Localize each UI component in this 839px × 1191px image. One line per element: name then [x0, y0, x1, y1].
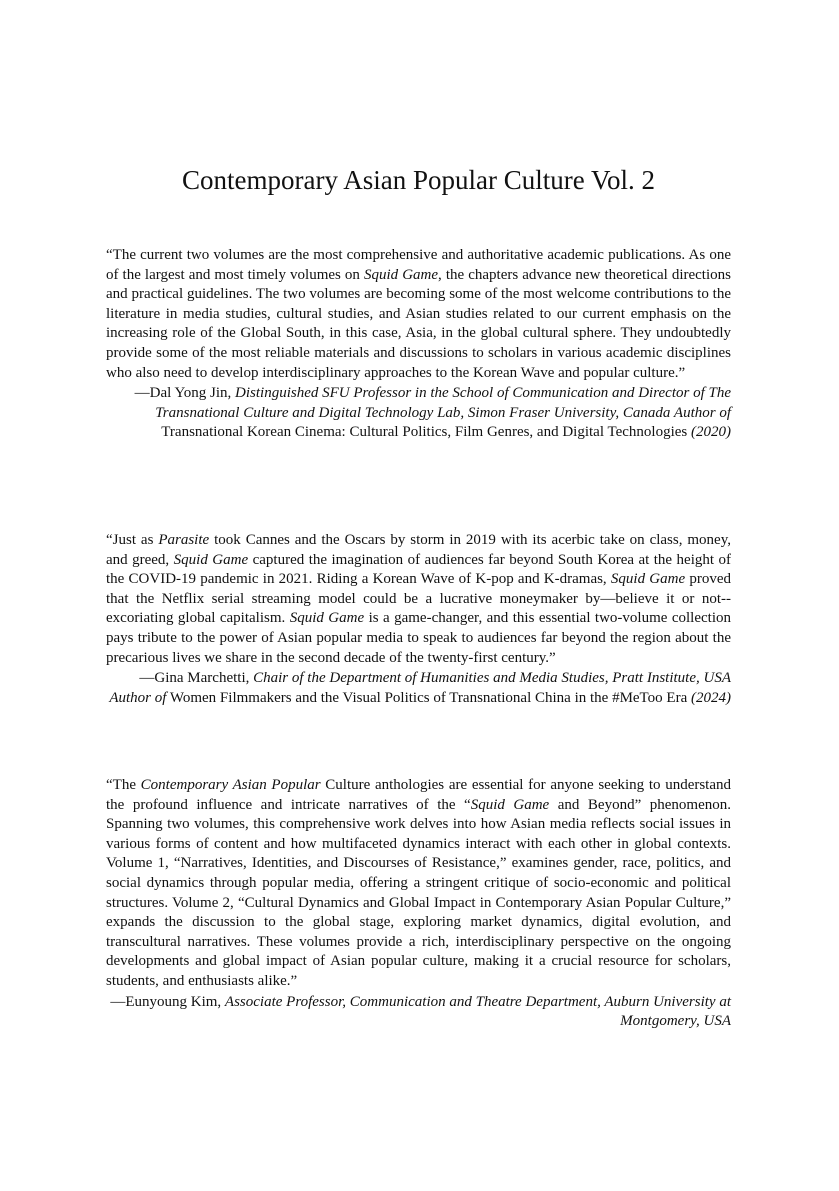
italic-text-run: Distinguished SFU Professor in the School of Communication and Director of The Transnational Culture and Digital Technology Lab, Simon Fraser University, Canada Author of	[155, 385, 731, 421]
text-run: and Beyond” phenomenon. Spanning two volumes, this comprehensive work delves into how Asian media reflects social issues in various forms of content and how multifaceted dynamics interact with each other in global contexts. Volume 1, “Narratives, Identities, and Discourses of Resistance,” examines gender, race, politics, and social dynamics through popular media, offering a stringent critique of socio-economic and political structures. Volume 2, “Cultural Dynamics and Global Impact in Contemporary Asian Popular Culture,” expands the discussion to the global stage, exploring market dynamics, digital evolution, and transcultural narratives. These volumes provide a rich, interdisciplinary perspective on the ongoing developments and global impact of Asian popular culture, making it a crucial resource for scholars, students, and enthusiasts alike.”	[106, 796, 731, 989]
praise-attribution	[106, 384, 731, 443]
praise-quote	[106, 776, 731, 992]
text-run: —Dal Yong Jin,	[134, 385, 236, 402]
text-run: captured the imagination of audiences far beyond South Korea at the height of the COVID-19 pandemic in 2021. Riding a Korean Wave of K-pop and K-dramas,	[106, 551, 732, 588]
praise-block	[106, 531, 731, 708]
praise-quote	[106, 246, 731, 383]
italic-text-run: (2024)	[691, 689, 731, 706]
italic-text-run: Squid Game	[173, 551, 249, 568]
text-run: “The current two volumes are the most comprehensive and authoritative academic publications. As one of the largest and most timely volumes on	[106, 247, 731, 283]
praise-attribution	[106, 993, 731, 1032]
text-run: “The	[106, 777, 141, 793]
praise-block	[106, 776, 731, 1032]
italic-text-run: Contemporary Asian Popular	[140, 777, 321, 793]
italic-text-run: Squid Game	[363, 266, 439, 283]
italic-text-run: Squid Game	[470, 796, 550, 813]
text-run: —Gina Marchetti,	[139, 670, 254, 687]
italic-text-run: Chair of the Department of Humanities and Media Studies, Pratt Institute, USA Author of	[109, 670, 731, 706]
text-run: Transnational Korean Cinema: Cultural Politics, Film Genres, and Digital Technologies	[161, 424, 691, 441]
text-run: Women Filmmakers and the Visual Politics of Transnational China in the #MeToo Era	[166, 689, 691, 706]
italic-text-run: Squid Game	[610, 571, 686, 588]
text-run: , the chapters advance new theoretical directions and practical guidelines. The two volumes are becoming some of the most welcome contributions to the literature in media studies, cultural studies, and Asian studies related to our current emphasis on the increasing role of the Global South, in this case, Asia, in the global cultural sphere. They undoubtedly provide some of the most reliable materials and discussions to scholars in various academic disciplines who also need to develop interdisciplinary approaches to the Korean Wave and popular culture.”	[106, 266, 731, 381]
praise-quote	[106, 531, 731, 668]
italic-text-run: Parasite	[158, 532, 210, 548]
italic-text-run: Associate Professor, Communication and Theatre Department, Auburn University at Montgomery, USA	[224, 993, 731, 1030]
page-title: Contemporary Asian Popular Culture Vol. 2	[182, 165, 655, 195]
text-run: is a game-changer, and this essential two-volume collection pays tribute to the power of Asian popular media to speak to audiences far beyond the region about the precarious lives we share in the second decade of the twenty-first century.”	[106, 610, 731, 666]
text-run: proved that the Netflix serial streaming model could be a lucrative moneymaker by—believe it or not--excoriating global capitalism.	[106, 571, 731, 627]
text-run: “Just as	[106, 532, 159, 548]
italic-text-run: (2020)	[691, 424, 731, 441]
praise-attribution	[106, 669, 731, 708]
italic-text-run: Squid Game	[289, 610, 365, 627]
text-run: —Eunyoung Kim,	[110, 993, 225, 1010]
text-run: took Cannes and the Oscars by storm in 2019 with its acerbic take on class, money, and greed,	[106, 532, 731, 568]
text-run: Culture anthologies are essential for anyone seeking to understand the profound influence and intricate narratives of the “	[106, 777, 732, 813]
praise-block	[106, 246, 731, 443]
